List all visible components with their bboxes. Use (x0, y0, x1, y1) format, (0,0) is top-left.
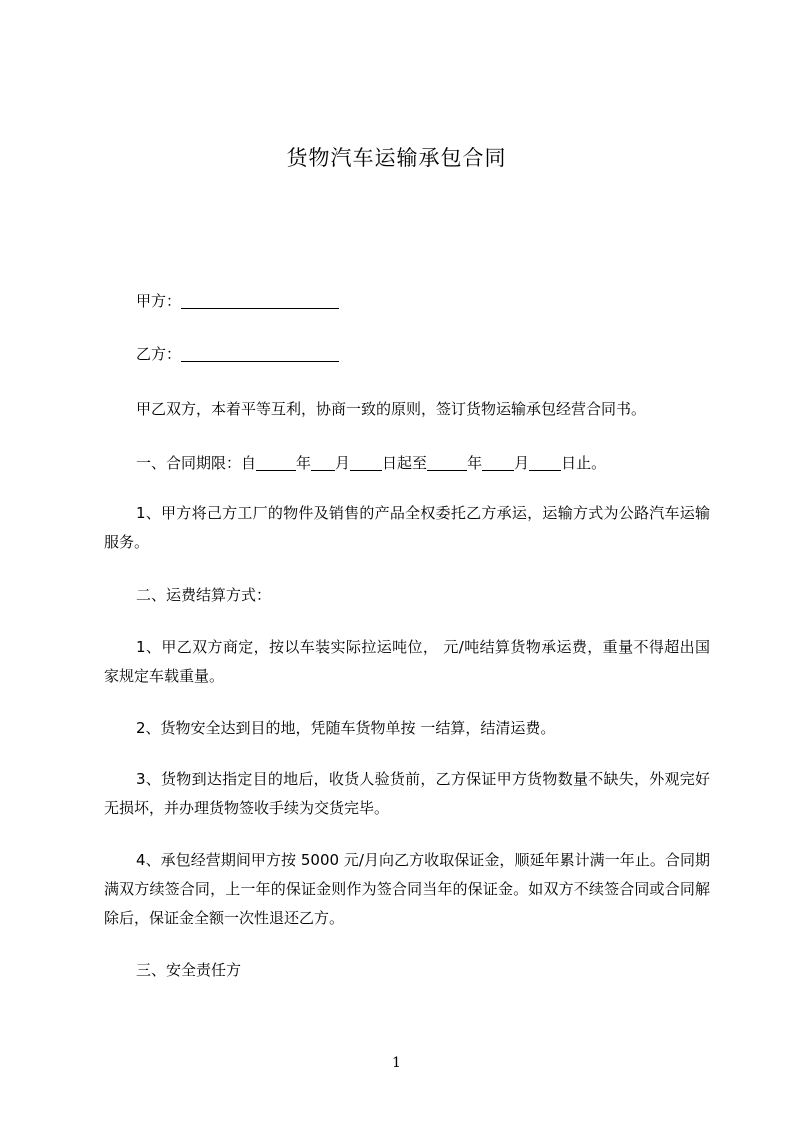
clause-2-4 (104, 846, 710, 933)
term-year2: 年 (467, 454, 483, 472)
section-2-heading: 二、运费结算方式： (136, 586, 272, 604)
party-a-line (136, 287, 339, 315)
clause-2-3-text: 3、货物到达指定目的地后，收货人验货前，乙方保证甲方货物数量不缺失，外观完好无损坏，并办理货物签收手续为交货完毕。 (104, 770, 710, 817)
clause-2-1 (104, 633, 710, 691)
term-start-year-blank (256, 454, 296, 471)
party-b-line (136, 340, 339, 368)
term-prefix: 一、合同期限：自 (136, 454, 257, 472)
term-start-month-blank (311, 454, 335, 471)
term-day1: 日起至 (382, 454, 428, 472)
term-month2: 月 (514, 454, 530, 472)
document-title: 货物汽车运输承包合同 (286, 146, 507, 170)
term-year1: 年 (296, 454, 312, 472)
clause-1-1-text: 1、甲方将己方工厂的物件及销售的产品全权委托乙方承运，运输方式为公路汽车运输服务。 (104, 504, 710, 551)
intro-paragraph: 甲乙双方，本着平等互利，协商一致的原则，签订货物运输承包经营合同书。 (136, 400, 647, 418)
term-end-year-blank (427, 454, 467, 471)
term-end-month-blank (482, 454, 514, 471)
party-b-blank (181, 345, 339, 362)
clause-2-3 (104, 765, 710, 823)
party-a-label: 甲方： (136, 292, 182, 310)
party-a-blank (181, 292, 339, 309)
term-day2: 日止。 (561, 454, 607, 472)
term-month1: 月 (335, 454, 351, 472)
term-start-day-blank (350, 454, 382, 471)
clause-2-1-text: 1、甲乙双方商定，按以车装实际拉运吨位， 元/吨结算货物承运费，重量不得超出国家规定车载重量。 (104, 638, 710, 685)
clause-2-2: 2、货物安全达到目的地，凭随车货物单按 一结算，结清运费。 (136, 719, 556, 737)
section-3-heading: 三、安全责任方 (136, 961, 242, 979)
clause-1-1 (104, 499, 710, 557)
term-end-day-blank (529, 454, 561, 471)
clause-2-4-text: 4、承包经营期间甲方按 5000 元/月向乙方收取保证金，顺延年累计满一年止。合同期满双方续签合同，上一年的保证金则作为签合同当年的保证金。如双方不续签合同或合同解除后，保证金全额一次性退还乙方。 (104, 851, 710, 927)
contract-term-line (136, 449, 606, 477)
page-number: 1 (392, 1055, 401, 1071)
party-b-label: 乙方： (136, 345, 182, 363)
